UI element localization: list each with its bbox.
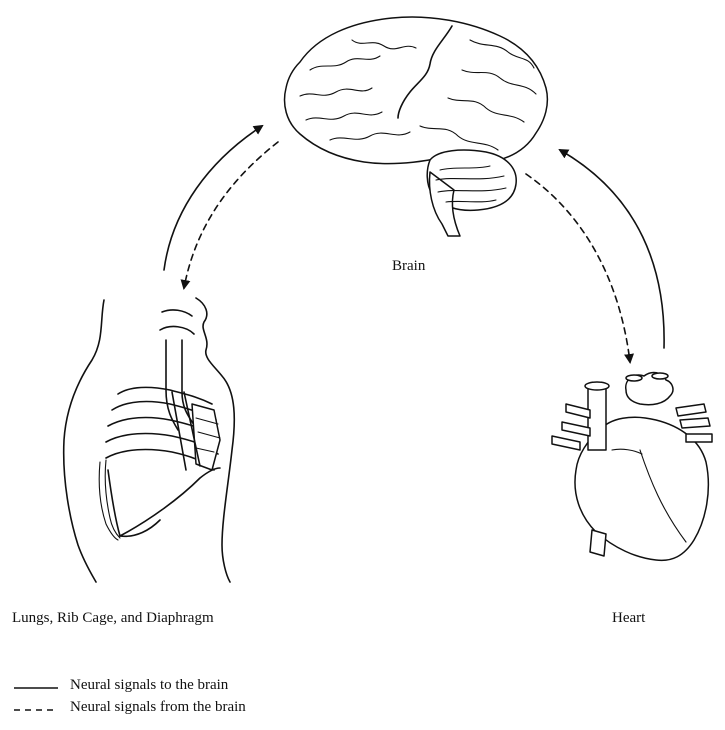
- legend-dashed-label: Neural signals from the brain: [70, 699, 246, 715]
- arrow-brain-to-heart: [526, 174, 630, 362]
- lungs-ribcage-diaphragm-icon: [64, 298, 235, 582]
- brain-label: Brain: [392, 258, 426, 274]
- legend-solid-label: Neural signals to the brain: [70, 677, 229, 693]
- lungs-label: Lungs, Rib Cage, and Diaphragm: [12, 610, 214, 626]
- arrow-heart-to-brain: [560, 150, 664, 348]
- heart-label: Heart: [612, 610, 646, 626]
- arrow-brain-to-lungs: [184, 142, 278, 288]
- heart-icon: [552, 373, 712, 561]
- brain-icon: [285, 17, 548, 236]
- arrow-lungs-to-brain: [164, 126, 262, 270]
